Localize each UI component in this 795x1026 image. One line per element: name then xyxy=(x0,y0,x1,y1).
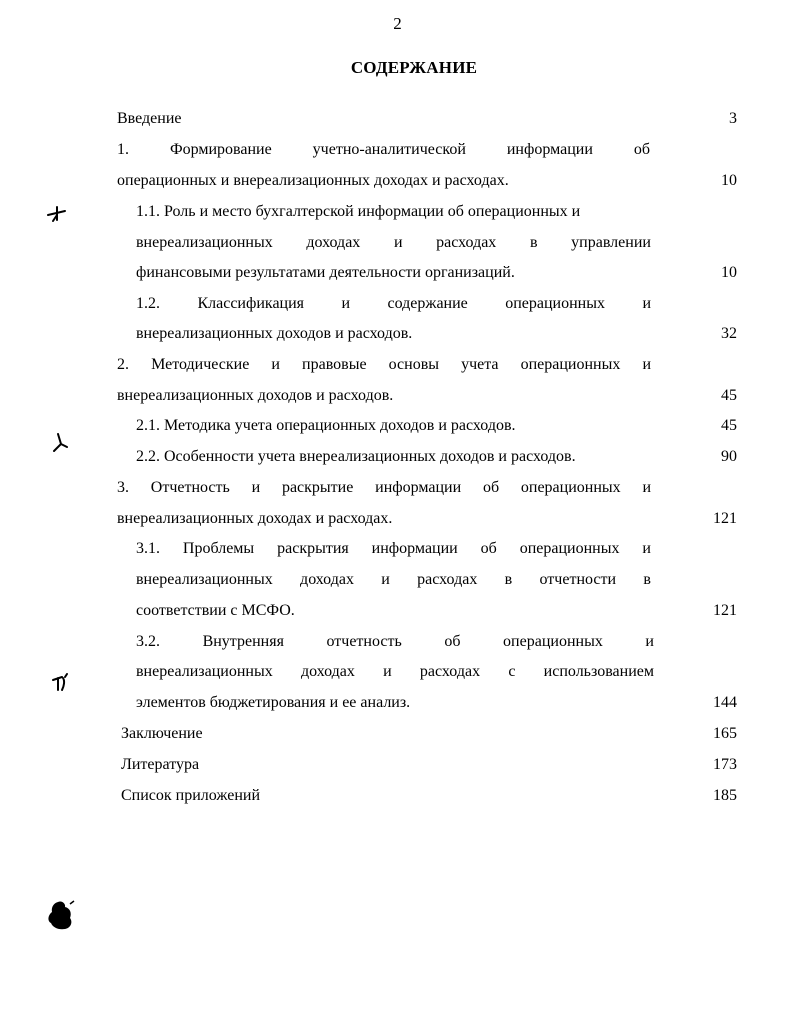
page-number: 2 xyxy=(393,14,402,33)
toc-page-appendices: 185 xyxy=(713,787,737,804)
toc-entry-literature: Литература xyxy=(121,756,200,773)
toc-entry-ch1-line1: 1. Формирование учетно-аналитической информации об xyxy=(117,141,650,158)
toc-page-s31: 121 xyxy=(713,602,737,619)
toc-entry-ch2-line1: 2. Методические и правовые основы учета операционных и xyxy=(117,356,651,373)
toc-page-literature: 173 xyxy=(713,756,737,773)
margin-scan-mark xyxy=(50,432,70,454)
margin-scan-mark xyxy=(46,203,68,225)
toc-entry-ch1-line2: операционных и внереализационных доходах и расходах. xyxy=(117,172,509,189)
toc-entry-s22: 2.2. Особенности учета внереализационных доходов и расходов. xyxy=(136,448,576,465)
toc-page-s21: 45 xyxy=(721,417,737,434)
toc-entry-s11-line3: финансовыми результатами деятельности организаций. xyxy=(136,264,515,281)
margin-ink-blot xyxy=(44,898,80,932)
toc-page-ch3: 121 xyxy=(713,510,737,527)
toc-entry-s31-line3: соответствии с МСФО. xyxy=(136,602,295,619)
toc-entry-appendices: Список приложений xyxy=(121,787,261,804)
toc-page-s11: 10 xyxy=(721,264,737,281)
toc-title: СОДЕРЖАНИЕ xyxy=(350,58,478,77)
margin-scan-mark xyxy=(50,672,72,694)
toc-page-conclusion: 165 xyxy=(713,725,737,742)
toc-page-s32: 144 xyxy=(713,694,737,711)
toc-page-intro: 3 xyxy=(729,110,737,127)
toc-entry-s11-line2: внереализационных доходах и расходах в управлении xyxy=(136,234,651,251)
toc-entry-ch3-line2: внереализационных доходах и расходах. xyxy=(117,510,393,527)
toc-entry-ch3-line1: 3. Отчетность и раскрытие информации об операционных и xyxy=(117,479,651,496)
toc-page-s22: 90 xyxy=(721,448,737,465)
toc-entry-intro: Введение xyxy=(117,110,182,127)
toc-entry-s11-line1: 1.1. Роль и место бухгалтерской информации об операционных и xyxy=(136,203,581,220)
toc-entry-s31-line1: 3.1. Проблемы раскрытия информации об операционных и xyxy=(136,540,651,557)
toc-entry-s12-line2: внереализационных доходов и расходов. xyxy=(136,325,413,342)
toc-entry-conclusion: Заключение xyxy=(121,725,203,742)
toc-entry-s12-line1: 1.2. Классификация и содержание операционных и xyxy=(136,295,651,312)
toc-entry-s32-line3: элементов бюджетирования и ее анализ. xyxy=(136,694,411,711)
toc-page-ch1: 10 xyxy=(721,172,737,189)
toc-entry-ch2-line2: внереализационных доходов и расходов. xyxy=(117,387,394,404)
toc-entry-s21: 2.1. Методика учета операционных доходов и расходов. xyxy=(136,417,516,434)
toc-entry-s32-line2: внереализационных доходах и расходах с использованием xyxy=(136,663,654,680)
toc-page-s12: 32 xyxy=(721,325,737,342)
toc-entry-s32-line1: 3.2. Внутренняя отчетность об операционных и xyxy=(136,633,654,650)
toc-page-ch2: 45 xyxy=(721,387,737,404)
toc-entry-s31-line2: внереализационных доходах и расходах в отчетности в xyxy=(136,571,651,588)
